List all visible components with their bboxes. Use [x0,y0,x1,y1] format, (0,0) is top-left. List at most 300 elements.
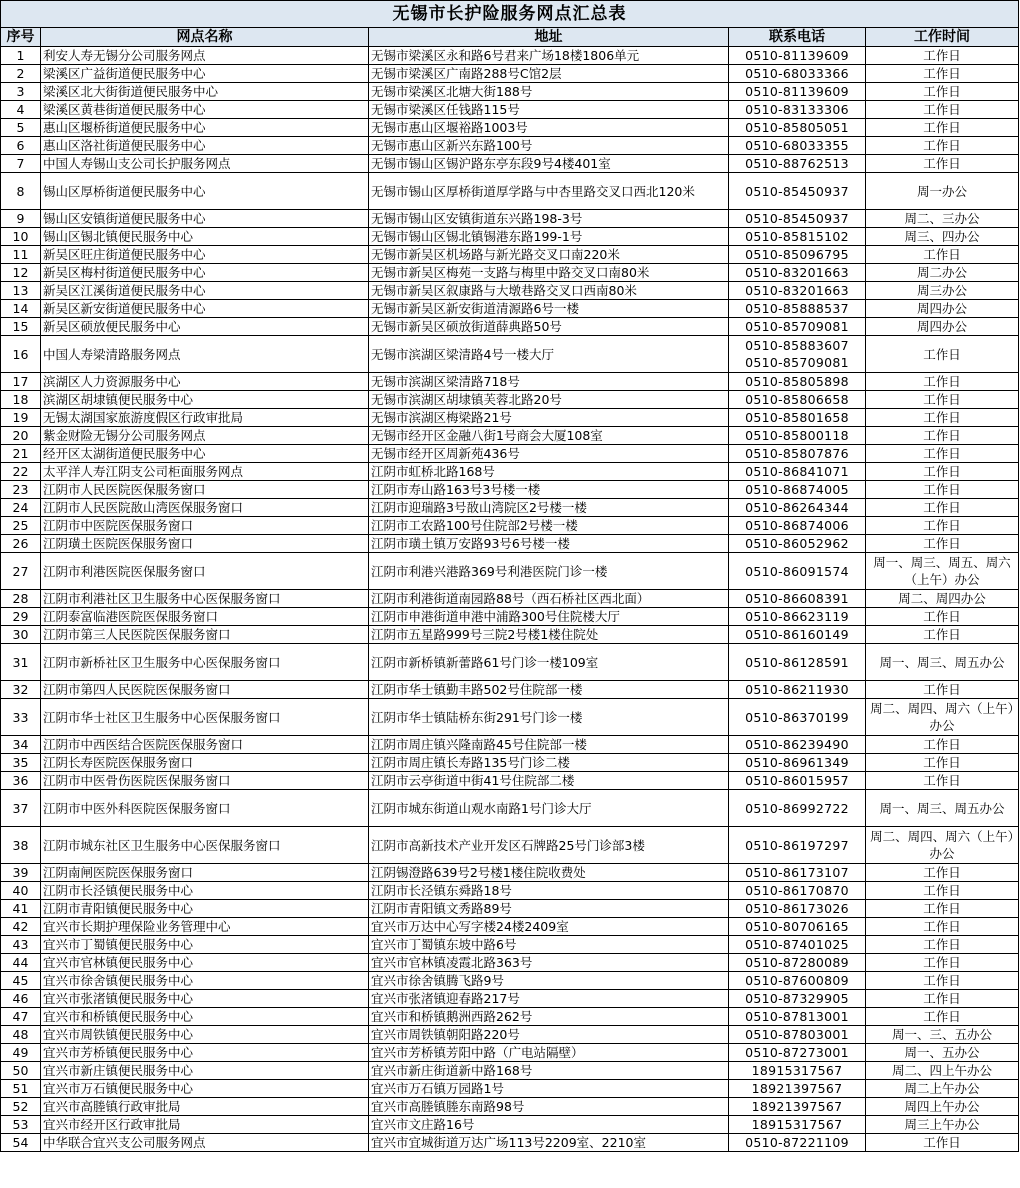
cell-address: 宜兴市新庄街道新中路168号 [369,1062,729,1080]
cell-hours: 周二办公 [866,264,1019,282]
cell-name: 宜兴市张渚镇便民服务中心 [41,990,369,1008]
cell-hours: 周三办公 [866,282,1019,300]
cell-address: 江阴市五星路999号三院2号楼1楼住院处 [369,626,729,644]
cell-hours: 工作日 [866,754,1019,772]
cell-phone: 0510-85450937 [729,173,866,210]
cell-phone: 0510-85800118 [729,427,866,445]
cell-no: 29 [1,608,41,626]
cell-hours: 工作日 [866,882,1019,900]
cell-no: 23 [1,481,41,499]
cell-phone: 0510-83133306 [729,101,866,119]
cell-phone: 0510-88762513 [729,155,866,173]
cell-name: 新吴区梅村街道便民服务中心 [41,264,369,282]
cell-name: 宜兴市丁蜀镇便民服务中心 [41,936,369,954]
table-row [1,1008,1019,1026]
cell-address: 宜兴市高塍镇塍东南路98号 [369,1098,729,1116]
cell-no: 51 [1,1080,41,1098]
table-row [1,1080,1019,1098]
cell-address: 无锡市梁溪区北塘大街188号 [369,83,729,101]
cell-address: 江阴市寿山路163号3号楼一楼 [369,481,729,499]
cell-address: 江阴市利港兴港路369号利港医院门诊一楼 [369,553,729,590]
table-row [1,210,1019,228]
cell-name: 滨湖区胡埭镇便民服务中心 [41,391,369,409]
table-row [1,445,1019,463]
cell-no: 36 [1,772,41,790]
cell-hours: 周三上午办公 [866,1116,1019,1134]
cell-no: 22 [1,463,41,481]
cell-phone: 0510-83201663 [729,264,866,282]
cell-hours: 工作日 [866,246,1019,264]
header-row [1,28,1019,47]
cell-no: 46 [1,990,41,1008]
table-row [1,47,1019,65]
cell-hours: 工作日 [866,1134,1019,1152]
cell-name: 江阴市人民医院敔山湾医保服务窗口 [41,499,369,517]
table-row [1,864,1019,882]
cell-name: 江阴市青阳镇便民服务中心 [41,900,369,918]
cell-name: 江阴市第四人民医院医保服务窗口 [41,681,369,699]
cell-hours: 周二、四上午办公 [866,1062,1019,1080]
table-row [1,137,1019,155]
cell-address: 宜兴市丁蜀镇东坡中路6号 [369,936,729,954]
cell-no: 43 [1,936,41,954]
cell-phone: 0510-68033366 [729,65,866,83]
cell-name: 惠山区堰桥街道便民服务中心 [41,119,369,137]
cell-phone: 0510-86841071 [729,463,866,481]
cell-hours: 工作日 [866,427,1019,445]
cell-phone: 0510-85883607 0510-85709081 [729,336,866,373]
table-row [1,590,1019,608]
cell-hours: 工作日 [866,65,1019,83]
cell-phone: 0510-87280089 [729,954,866,972]
cell-phone: 0510-85805051 [729,119,866,137]
cell-hours: 工作日 [866,900,1019,918]
table-row [1,1116,1019,1134]
cell-no: 53 [1,1116,41,1134]
table-row [1,300,1019,318]
cell-no: 5 [1,119,41,137]
cell-phone: 0510-86992722 [729,790,866,827]
cell-no: 31 [1,644,41,681]
cell-name: 锡山区安镇街道便民服务中心 [41,210,369,228]
cell-phone: 0510-85096795 [729,246,866,264]
table-row [1,954,1019,972]
cell-name: 宜兴市高塍镇行政审批局 [41,1098,369,1116]
cell-no: 41 [1,900,41,918]
cell-no: 20 [1,427,41,445]
cell-phone: 0510-86170870 [729,882,866,900]
cell-no: 44 [1,954,41,972]
cell-hours: 工作日 [866,119,1019,137]
cell-no: 27 [1,553,41,590]
table-row [1,119,1019,137]
cell-no: 37 [1,790,41,827]
cell-name: 江阴长寿医院医保服务窗口 [41,754,369,772]
cell-phone: 0510-85815102 [729,228,866,246]
cell-no: 15 [1,318,41,336]
cell-no: 40 [1,882,41,900]
cell-hours: 工作日 [866,608,1019,626]
table-row [1,1062,1019,1080]
cell-address: 宜兴市和桥镇鹅洲西路262号 [369,1008,729,1026]
cell-hours: 周一、三、五办公 [866,1026,1019,1044]
cell-address: 无锡市新吴区新安街道清源路6号一楼 [369,300,729,318]
cell-phone: 0510-85801658 [729,409,866,427]
cell-phone: 18921397567 [729,1080,866,1098]
cell-name: 江阴市第三人民医院医保服务窗口 [41,626,369,644]
cell-phone: 0510-86608391 [729,590,866,608]
table-row [1,827,1019,864]
cell-name: 经开区太湖街道便民服务中心 [41,445,369,463]
cell-no: 2 [1,65,41,83]
cell-name: 梁溪区黄巷街道便民服务中心 [41,101,369,119]
cell-hours: 工作日 [866,83,1019,101]
cell-no: 49 [1,1044,41,1062]
cell-no: 33 [1,699,41,736]
table-row [1,608,1019,626]
cell-phone: 0510-85805898 [729,373,866,391]
cell-no: 11 [1,246,41,264]
cell-name: 江阴市长泾镇便民服务中心 [41,882,369,900]
cell-name: 江阴璜土医院医保服务窗口 [41,535,369,553]
cell-address: 无锡市新吴区机场路与新光路交叉口南220米 [369,246,729,264]
cell-name: 宜兴市长期护理保险业务管理中心 [41,918,369,936]
table-row [1,644,1019,681]
cell-address: 江阴市利港街道南园路88号（西石桥社区西北面） [369,590,729,608]
cell-address: 无锡市滨湖区梁清路4号一楼大厅 [369,336,729,373]
table-body [1,47,1019,1152]
table-row [1,736,1019,754]
cell-name: 江阴市中西医结合医院医保服务窗口 [41,736,369,754]
cell-phone: 18921397567 [729,1098,866,1116]
cell-phone: 0510-86264344 [729,499,866,517]
cell-phone: 0510-85709081 [729,318,866,336]
cell-hours: 工作日 [866,772,1019,790]
cell-name: 新吴区硕放便民服务中心 [41,318,369,336]
cell-no: 17 [1,373,41,391]
cell-name: 无锡太湖国家旅游度假区行政审批局 [41,409,369,427]
cell-name: 江阴市中医外科医院医保服务窗口 [41,790,369,827]
cell-address: 宜兴市芳桥镇芳阳中路（广电站隔壁） [369,1044,729,1062]
cell-phone: 0510-81139609 [729,83,866,101]
cell-phone: 0510-83201663 [729,282,866,300]
cell-name: 新吴区新安街道便民服务中心 [41,300,369,318]
cell-no: 38 [1,827,41,864]
cell-no: 50 [1,1062,41,1080]
table-row [1,790,1019,827]
cell-no: 35 [1,754,41,772]
cell-hours: 周三、四办公 [866,228,1019,246]
cell-hours: 周二、三办公 [866,210,1019,228]
cell-address: 江阴市工农路100号住院部2号楼一楼 [369,517,729,535]
cell-hours: 工作日 [866,409,1019,427]
cell-name: 江阴市人民医院医保服务窗口 [41,481,369,499]
cell-hours: 周二上午办公 [866,1080,1019,1098]
cell-name: 梁溪区广益街道便民服务中心 [41,65,369,83]
cell-hours: 周四办公 [866,300,1019,318]
table-row [1,373,1019,391]
table-row [1,1098,1019,1116]
cell-name: 新吴区江溪街道便民服务中心 [41,282,369,300]
cell-phone: 0510-80706165 [729,918,866,936]
table-row [1,173,1019,210]
cell-address: 宜兴市文庄路16号 [369,1116,729,1134]
table-row [1,391,1019,409]
cell-hours: 工作日 [866,445,1019,463]
cell-address: 江阴市周庄镇长寿路135号门诊二楼 [369,754,729,772]
cell-no: 7 [1,155,41,173]
cell-no: 6 [1,137,41,155]
cell-hours: 工作日 [866,517,1019,535]
cell-name: 梁溪区北大街街道便民服务中心 [41,83,369,101]
cell-address: 江阴市璜土镇万安路93号6号楼一楼 [369,535,729,553]
cell-no: 10 [1,228,41,246]
cell-address: 江阴市周庄镇兴隆南路45号住院部一楼 [369,736,729,754]
table-row [1,101,1019,119]
cell-no: 47 [1,1008,41,1026]
cell-name: 江阴南闸医院医保服务窗口 [41,864,369,882]
cell-phone: 0510-87221109 [729,1134,866,1152]
cell-hours: 周二、周四、周六（上午）办公 [866,699,1019,736]
table-row [1,699,1019,736]
header-phone: 联系电话 [729,28,866,47]
cell-no: 25 [1,517,41,535]
cell-hours: 工作日 [866,391,1019,409]
cell-phone: 0510-81139609 [729,47,866,65]
cell-hours: 周一办公 [866,173,1019,210]
table-row [1,83,1019,101]
table-row [1,517,1019,535]
cell-hours: 周二、周四、周六（上午）办公 [866,827,1019,864]
table-row [1,990,1019,1008]
cell-address: 宜兴市官林镇凌霞北路363号 [369,954,729,972]
cell-address: 宜兴市宜城街道万达广场113号2209室、2210室 [369,1134,729,1152]
cell-hours: 工作日 [866,373,1019,391]
cell-name: 宜兴市新庄镇便民服务中心 [41,1062,369,1080]
cell-address: 无锡市锡山区锡北镇锡港东路199-1号 [369,228,729,246]
cell-no: 16 [1,336,41,373]
cell-no: 18 [1,391,41,409]
cell-name: 紫金财险无锡分公司服务网点 [41,427,369,445]
cell-hours: 工作日 [866,990,1019,1008]
cell-name: 太平洋人寿江阴支公司柜面服务网点 [41,463,369,481]
table-row [1,535,1019,553]
cell-address: 无锡市惠山区新兴东路100号 [369,137,729,155]
cell-hours: 工作日 [866,864,1019,882]
sheet-title: 无锡市长护险服务网点汇总表 [1,1,1019,28]
cell-name: 江阴市城东社区卫生服务中心医保服务窗口 [41,827,369,864]
cell-hours: 工作日 [866,481,1019,499]
cell-phone: 0510-86874005 [729,481,866,499]
cell-no: 24 [1,499,41,517]
cell-phone: 0510-86128591 [729,644,866,681]
table-row [1,972,1019,990]
cell-no: 45 [1,972,41,990]
cell-no: 13 [1,282,41,300]
cell-phone: 0510-86015957 [729,772,866,790]
cell-phone: 0510-86173026 [729,900,866,918]
cell-no: 30 [1,626,41,644]
table-row [1,318,1019,336]
cell-phone: 0510-86160149 [729,626,866,644]
cell-address: 无锡市锡山区锡沪路东亭东段9号4楼401室 [369,155,729,173]
cell-hours: 工作日 [866,155,1019,173]
cell-name: 中国人寿锡山支公司长护服务网点 [41,155,369,173]
cell-phone: 18915317567 [729,1062,866,1080]
cell-no: 9 [1,210,41,228]
cell-hours: 工作日 [866,463,1019,481]
cell-name: 江阴市新桥社区卫生服务中心医保服务窗口 [41,644,369,681]
cell-name: 宜兴市周铁镇便民服务中心 [41,1026,369,1044]
cell-address: 江阴市华士镇陆桥东街291号门诊一楼 [369,699,729,736]
cell-no: 19 [1,409,41,427]
cell-no: 26 [1,535,41,553]
cell-hours: 工作日 [866,101,1019,119]
cell-address: 江阴市迎瑞路3号敔山湾院区2号楼一楼 [369,499,729,517]
cell-phone: 0510-86211930 [729,681,866,699]
cell-address: 江阴市新桥镇新蕾路61号门诊一楼109室 [369,644,729,681]
table-row [1,65,1019,83]
cell-address: 无锡市滨湖区胡埭镇芙蓉北路20号 [369,391,729,409]
cell-name: 锡山区厚桥街道便民服务中心 [41,173,369,210]
cell-hours: 工作日 [866,137,1019,155]
cell-address: 无锡市滨湖区梁清路718号 [369,373,729,391]
cell-name: 宜兴市官林镇便民服务中心 [41,954,369,972]
cell-name: 滨湖区人力资源服务中心 [41,373,369,391]
cell-address: 无锡市梁溪区任钱路115号 [369,101,729,119]
cell-phone: 0510-86370199 [729,699,866,736]
cell-hours: 工作日 [866,336,1019,373]
cell-hours: 工作日 [866,936,1019,954]
cell-no: 34 [1,736,41,754]
cell-hours: 工作日 [866,47,1019,65]
table-row [1,481,1019,499]
cell-no: 14 [1,300,41,318]
cell-phone: 0510-86197297 [729,827,866,864]
header-no: 序号 [1,28,41,47]
cell-phone: 0510-86623119 [729,608,866,626]
cell-no: 48 [1,1026,41,1044]
cell-hours: 工作日 [866,1008,1019,1026]
cell-address: 江阴市长泾镇东舜路18号 [369,882,729,900]
cell-name: 宜兴市芳桥镇便民服务中心 [41,1044,369,1062]
table-row [1,681,1019,699]
cell-phone: 0510-85807876 [729,445,866,463]
cell-name: 江阴市利港医院医保服务窗口 [41,553,369,590]
cell-address: 宜兴市张渚镇迎春路217号 [369,990,729,1008]
table-row [1,499,1019,517]
cell-name: 宜兴市徐舍镇便民服务中心 [41,972,369,990]
cell-hours: 周四上午办公 [866,1098,1019,1116]
cell-hours: 周一、周三、周五、周六（上午）办公 [866,553,1019,590]
cell-no: 21 [1,445,41,463]
cell-address: 无锡市锡山区安镇街道东兴路198-3号 [369,210,729,228]
cell-address: 无锡市新吴区硕放街道薛典路50号 [369,318,729,336]
cell-phone: 0510-85806658 [729,391,866,409]
cell-address: 宜兴市周铁镇朝阳路220号 [369,1026,729,1044]
table-row [1,246,1019,264]
cell-phone: 0510-86091574 [729,553,866,590]
table-row [1,155,1019,173]
cell-no: 39 [1,864,41,882]
table-row [1,553,1019,590]
cell-name: 利安人寿无锡分公司服务网点 [41,47,369,65]
table-row [1,772,1019,790]
cell-name: 江阴市华士社区卫生服务中心医保服务窗口 [41,699,369,736]
table-row [1,754,1019,772]
cell-address: 无锡市滨湖区梅梁路21号 [369,409,729,427]
cell-no: 28 [1,590,41,608]
cell-hours: 工作日 [866,535,1019,553]
cell-no: 3 [1,83,41,101]
table-row [1,264,1019,282]
cell-hours: 周二、周四办公 [866,590,1019,608]
cell-phone: 18915317567 [729,1116,866,1134]
cell-phone: 0510-85450937 [729,210,866,228]
cell-name: 宜兴市和桥镇便民服务中心 [41,1008,369,1026]
cell-name: 江阴市中医院医保服务窗口 [41,517,369,535]
table-row [1,427,1019,445]
cell-name: 江阴泰富临港医院医保服务窗口 [41,608,369,626]
cell-hours: 工作日 [866,499,1019,517]
cell-phone: 0510-87813001 [729,1008,866,1026]
cell-hours: 周四办公 [866,318,1019,336]
table-row [1,900,1019,918]
cell-phone: 0510-87329905 [729,990,866,1008]
cell-name: 中国人寿梁清路服务网点 [41,336,369,373]
cell-address: 无锡市梁溪区永和路6号君来广场18楼1806单元 [369,47,729,65]
cell-no: 8 [1,173,41,210]
cell-address: 无锡市经开区周新苑436号 [369,445,729,463]
cell-no: 1 [1,47,41,65]
cell-address: 宜兴市徐舍镇腾飞路9号 [369,972,729,990]
cell-phone: 0510-87401025 [729,936,866,954]
cell-address: 无锡市惠山区堰裕路1003号 [369,119,729,137]
table-row [1,882,1019,900]
cell-name: 新吴区旺庄街道便民服务中心 [41,246,369,264]
cell-phone: 0510-86052962 [729,535,866,553]
table-row [1,463,1019,481]
cell-address: 江阴市青阳镇文秀路89号 [369,900,729,918]
table-row [1,409,1019,427]
table-row [1,282,1019,300]
cell-name: 宜兴市万石镇便民服务中心 [41,1080,369,1098]
cell-no: 4 [1,101,41,119]
table-row [1,228,1019,246]
cell-hours: 工作日 [866,954,1019,972]
table-row [1,936,1019,954]
cell-hours: 周一、五办公 [866,1044,1019,1062]
cell-address: 江阴市申港街道申港中浦路300号住院楼大厅 [369,608,729,626]
cell-name: 锡山区锡北镇便民服务中心 [41,228,369,246]
cell-phone: 0510-68033355 [729,137,866,155]
cell-address: 宜兴市万达中心写字楼24楼2409室 [369,918,729,936]
cell-phone: 0510-87273001 [729,1044,866,1062]
table-row [1,1134,1019,1152]
table-row [1,626,1019,644]
header-hours: 工作时间 [866,28,1019,47]
cell-no: 54 [1,1134,41,1152]
cell-hours: 工作日 [866,681,1019,699]
cell-hours: 工作日 [866,972,1019,990]
cell-no: 32 [1,681,41,699]
cell-phone: 0510-87600809 [729,972,866,990]
cell-address: 宜兴市万石镇万园路1号 [369,1080,729,1098]
header-address: 地址 [369,28,729,47]
cell-address: 无锡市梁溪区广南路288号C馆2层 [369,65,729,83]
cell-no: 12 [1,264,41,282]
cell-address: 无锡市锡山区厚桥街道厚学路与中杏里路交叉口西北120米 [369,173,729,210]
